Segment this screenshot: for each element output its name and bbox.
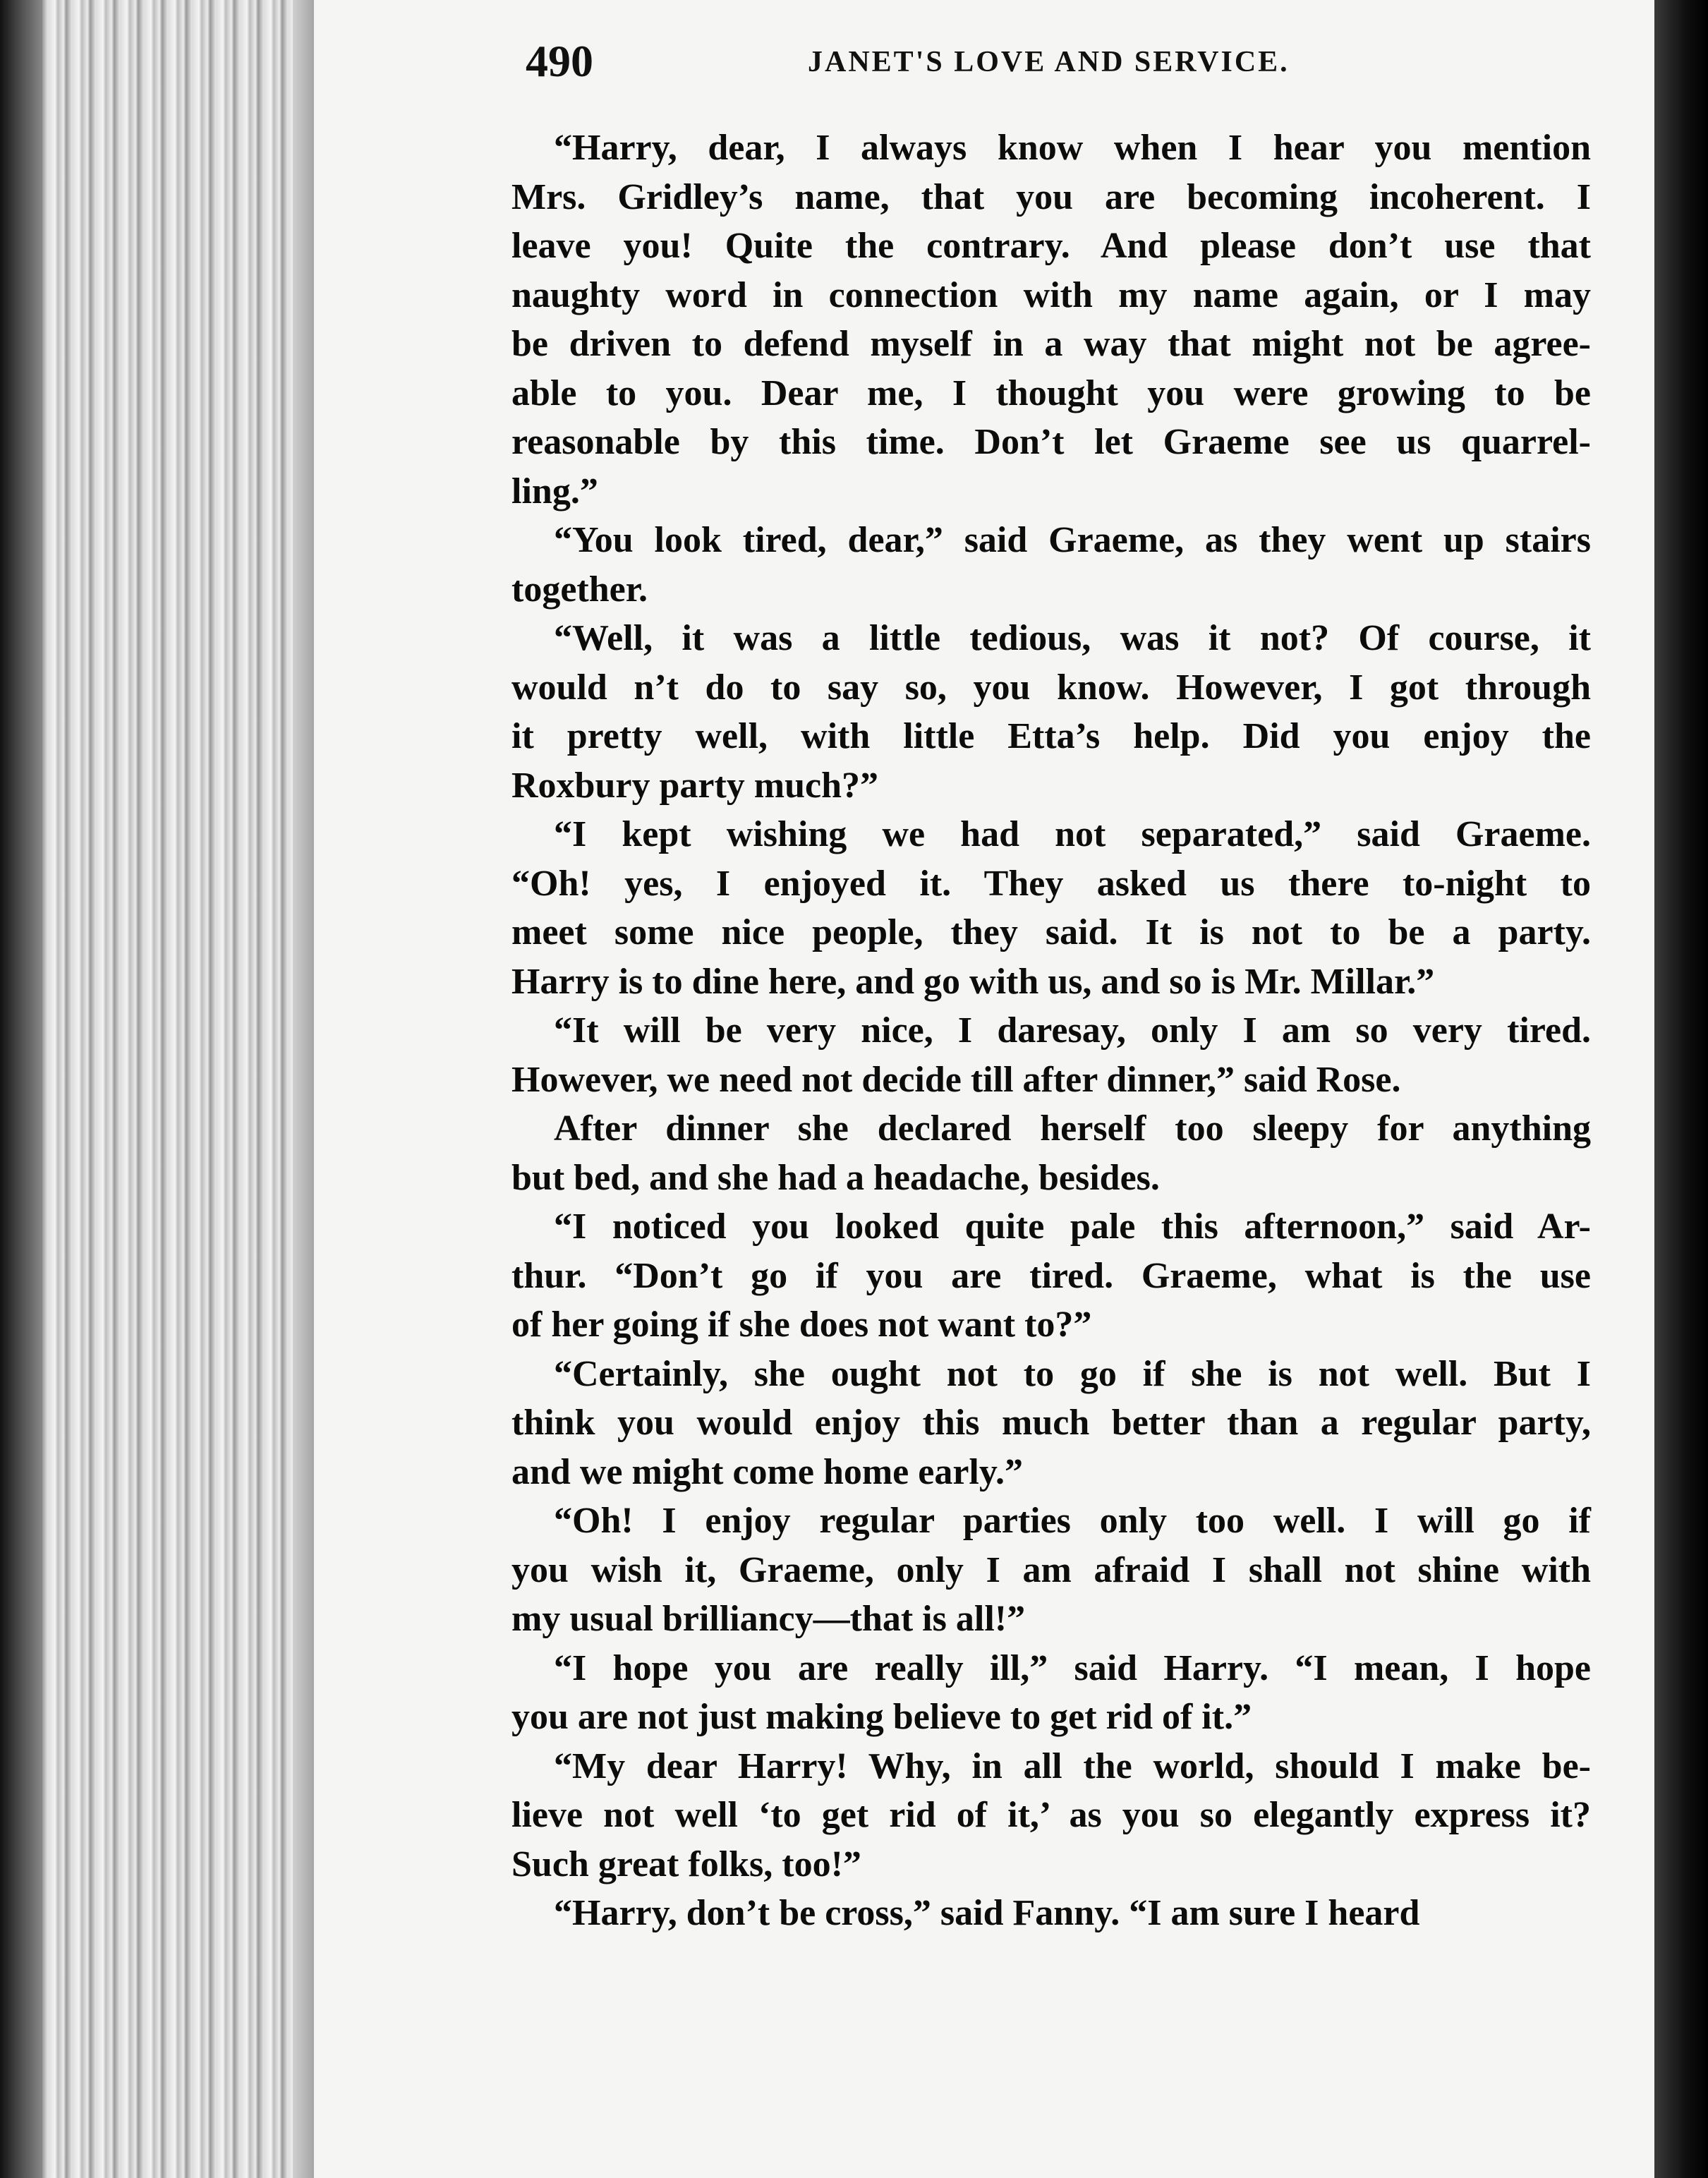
paragraph xyxy=(511,614,1591,810)
text-line: and we might come home early.” xyxy=(511,1451,1024,1492)
paragraph xyxy=(511,1006,1591,1104)
text-line: “Harry, don’t be cross,” said Fanny. “I am sure I heard xyxy=(554,1893,1420,1933)
text-line: Mrs. Gridley’s name, that you are becoming incoherent. I xyxy=(511,176,1591,217)
page-edges-stack xyxy=(0,0,314,2178)
paragraph xyxy=(511,1742,1591,1889)
body-text xyxy=(511,123,1591,1938)
paragraph xyxy=(511,1104,1591,1202)
text-line: my usual brilliancy—that is all!” xyxy=(511,1599,1026,1639)
text-line: together. xyxy=(511,569,648,610)
running-head: JANET'S LOVE AND SERVICE. xyxy=(808,46,1290,78)
text-line: you wish it, Graeme, only I am afraid I shall not shine with xyxy=(511,1549,1591,1590)
text-line: think you would enjoy this much better than a regular party, xyxy=(511,1403,1591,1443)
text-line: able to you. Dear me, I thought you were growing to be xyxy=(511,373,1591,413)
text-line: it pretty well, with little Etta’s help. Did you enjoy the xyxy=(511,716,1591,756)
text-line: “I kept wishing we had not separated,” said Graeme. xyxy=(554,814,1591,854)
text-line: “I hope you are really ill,” said Harry. “I mean, I hope xyxy=(554,1647,1591,1688)
text-line: “Well, it was a little tedious, was it not? Of course, it xyxy=(554,618,1591,658)
text-line: “Oh! I enjoy regular parties only too well. I will go if xyxy=(554,1501,1591,1541)
text-line: would n’t do to say so, you know. However, I got through xyxy=(511,667,1591,708)
text-line: Roxbury party much?” xyxy=(511,765,879,806)
text-line: meet some nice people, they said. It is not to be a party. xyxy=(511,912,1591,952)
text-line: you are not just making believe to get rid of it.” xyxy=(511,1697,1252,1737)
text-line: reasonable by this time. Don’t let Graeme see us quarrel- xyxy=(511,422,1591,462)
text-line: lieve not well ‘to get rid of it,’ as you so elegantly express it? xyxy=(511,1795,1591,1835)
paragraph xyxy=(511,810,1591,1006)
text-line: “It will be very nice, I daresay, only I am so very tired. xyxy=(554,1010,1591,1051)
text-line: ling.” xyxy=(511,471,598,512)
text-line: naughty word in connection with my name again, or I may xyxy=(511,274,1591,315)
text-line: “Certainly, she ought not to go if she is not well. But I xyxy=(554,1353,1591,1394)
text-line: “Oh! yes, I enjoyed it. They asked us there to-night to xyxy=(511,863,1591,904)
paragraph xyxy=(511,123,1591,516)
text-line: leave you! Quite the contrary. And please don’t use that xyxy=(511,226,1591,266)
text-line: thur. “Don’t go if you are tired. Graeme, what is the use xyxy=(511,1255,1591,1296)
text-line: “Harry, dear, I always know when I hear you mention xyxy=(554,128,1591,168)
page-number: 490 xyxy=(526,36,593,86)
paragraph xyxy=(511,1202,1591,1350)
text-line: be driven to defend myself in a way that might not be agree- xyxy=(511,324,1591,364)
text-line: However, we need not decide till after dinner,” said Rose. xyxy=(511,1059,1401,1100)
text-line: of her going if she does not want to?” xyxy=(511,1305,1092,1345)
text-line: “I noticed you looked quite pale this afternoon,” said Ar- xyxy=(554,1206,1591,1247)
text-line: After dinner she declared herself too sleepy for anything xyxy=(554,1108,1591,1149)
text-line: “My dear Harry! Why, in all the world, should I make be- xyxy=(554,1746,1591,1786)
paragraph xyxy=(511,516,1591,614)
paragraph xyxy=(511,1350,1591,1497)
page-header xyxy=(526,35,1337,92)
paragraph xyxy=(511,1644,1591,1742)
paragraph xyxy=(511,1889,1591,1938)
text-line: Harry is to dine here, and go with us, and so is Mr. Millar.” xyxy=(511,961,1435,1002)
text-line: “You look tired, dear,” said Graeme, as they went up stairs xyxy=(554,520,1591,560)
right-shadow xyxy=(1654,0,1708,2178)
text-line: but bed, and she had a headache, besides. xyxy=(511,1157,1160,1198)
text-line: Such great folks, too!” xyxy=(511,1844,861,1884)
paragraph xyxy=(511,1496,1591,1644)
